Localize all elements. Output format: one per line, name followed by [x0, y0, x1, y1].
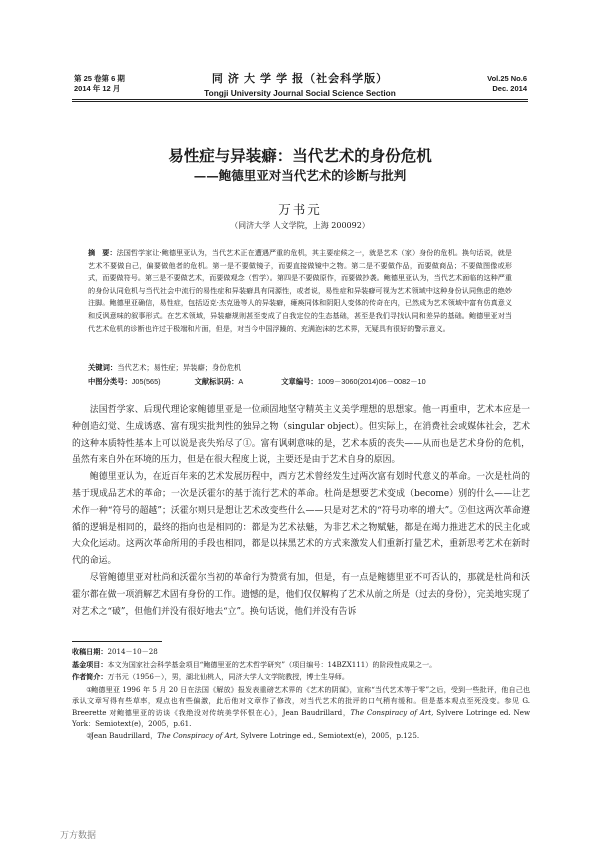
- body-paragraph-2: 鲍德里亚认为，在近百年来的艺术发展历程中，西方艺术曾经发生过两次富有划时代意义的革命。一次是杜尚的基于现成品艺术的革命；一次是沃霍尔的基于流行艺术的革命。杜尚是想要艺术变成（become）别的什么——让艺术作一种“符号的超越”；沃霍尔则只是想让艺术改变些什么——只是对艺术的“符号功率的增大”。②但这两次革命遵循的逻辑是相同的，最终的指向也是相同的：都是为艺术祛魅，为非艺术之物赋魅，都是在竭力推进艺术的民主化或大众化运动。这两次革命所用的手段也相同，都是以抹黑艺术的方式来激发人们重新打量艺术，重新思考艺术在新时代的命运。: [72, 472, 530, 567]
- keywords-text: 当代艺术；易性症；异装癖；身份危机: [117, 363, 242, 372]
- watermark: 万方数据: [60, 831, 97, 841]
- doc-code-label: 文献标识码：: [194, 377, 239, 386]
- journal-issue-cn: [74, 74, 125, 94]
- article-id-label: 文章编号：: [281, 377, 318, 386]
- received-date: 收稿日期：2014－10－28: [72, 647, 158, 656]
- classification-line: [88, 377, 548, 387]
- header-rule-top: [72, 99, 528, 100]
- body-text: [72, 402, 530, 620]
- footnotes: [72, 646, 530, 741]
- footnote-1: ①鲍德里亚 1996 年 5 月 20 日在法国《解放》报发表重磅艺术界的《艺术的阴谋》，宣称“当代艺术等于零”之后，受到一些批评，他自己也承认文章写得有些草率，观点也有些偏激，此后他对文章作了修改，对当代艺术的批评的口气稍有缓和。但是基本观点至死没变。参见 G. Breerette 对鲍德里亚的访谈《我绝没对传统美学怀恨在心》，Jean Baudrillard，The Conspiracy of Art, Sylvere Lotringe ed. New York：Semiotext(e)，2005，p.61.: [72, 684, 531, 728]
- footnote-rule: [72, 641, 162, 642]
- doc-code-value: A: [238, 377, 244, 386]
- clc-value: J05(565): [131, 377, 161, 386]
- date-cn: 2014 年 12 月: [74, 84, 121, 93]
- abstract: [88, 247, 512, 335]
- keywords: [88, 363, 512, 373]
- fund-info: 基金项目：本文为国家社会科学基金项目“鲍德里亚的艺术哲学研究”（项目编号：14BZX111）的阶段性成果之一。: [72, 659, 437, 669]
- abstract-label: 摘 要：: [88, 249, 117, 257]
- journal-name-en: Tongji University Journal Social Science Section: [204, 88, 396, 98]
- date-en: Dec. 2014: [492, 84, 527, 93]
- volume-cn: 第 25 卷第 6 期: [74, 74, 125, 83]
- abstract-text: 法国哲学家让·鲍德里亚认为，当代艺术正在遭遇严重的危机，其主要症候之一，就是艺术（家）身份的危机。换句话说，就是艺术不要做自己，偏要做他者的危机。第一是不要做镜子，而要直接做镜中之物。第二是不要做作品，而要做商品；不要做图像或形式，而要做符号。第三是不要做艺术，而要做观念（哲学）。第四是不要做原作，而要做抄袭。鲍德里亚认为，当代艺术面临的这种严重的身份认同危机与当代社会中流行的易性症和异装癖具有同源性，或者说，易性症和异装癖可视为艺术领域中这种身份认同焦虑的绝妙注脚。鲍德里亚确信，易性症，包括迈克·杰克逊等人的异装癖，瘫痪同体和阴阳人变体的传奇在内，已然成为艺术领域中富有仿真意义和反讽意味的叙事形式。在艺术领域，异装癖规则甚至变成了自我定位的生态基础，甚至是我们寻找认同和差异的基础。鲍德里亚对当代艺术危机的诊断也许过于极端和片面，但是，对当今中国浮躁的、充满泡沫的艺术界，无疑具有很好的警示意义。: [88, 248, 512, 333]
- header-rule-bottom: [72, 101, 528, 102]
- body-paragraph-3: 尽管鲍德里亚对杜尚和沃霍尔当初的革命行为赞赏有加，但是，有一点是鲍德里亚不可否认的，那就是杜尚和沃霍尔都在做一项消解艺术固有身份的工作。遗憾的是，他们仅仅解构了艺术从前之所是（过去的身份），完美地实现了对艺术之“破”，但他们并没有很好地去“立”。换句话说，他们并没有告诉: [72, 572, 530, 617]
- article-subtitle: ——鲍德里亚对当代艺术的诊断与批判: [193, 168, 407, 183]
- article-title: 易性症与异装癖：当代艺术的身份危机: [168, 146, 432, 165]
- article-id-value: 1009－3060(2014)06－0082－10: [317, 377, 426, 386]
- keywords-label: 关键词：: [88, 363, 118, 372]
- volume-en: Vol.25 No.6: [487, 74, 527, 83]
- journal-name-cn: 同 济 大 学 学 报（社会科学版）: [211, 73, 389, 85]
- clc-label: 中图分类号：: [88, 377, 132, 386]
- author-bio: 作者简介：万书元（1956－），男，湖北仙桃人，同济大学人文学院教授，博士生导师。: [72, 672, 349, 681]
- author-affiliation: （同济大学 人文学院，上海 200092）: [230, 221, 370, 230]
- body-paragraph-1: 法国哲学家、后现代理论家鲍德里亚是一位顽固地坚守精英主义美学理想的思想家。他一再重申，艺术本应是一种创造幻觉、生成诱惑、富有现实批判性的独异之物（singular object）。但实际上，在消费社会或媒体社会，艺术的这种本质特性基本上可以说是丧失殆尽了①。富有讽刺意味的是，艺术本质的丧失——从而也是艺术身份的危机，虽然有来自外在环境的压力，但是在很大程度上说，主要还是由于艺术自身的原因。: [72, 405, 530, 466]
- journal-name: [160, 70, 440, 98]
- footnote-2: ②Jean Baudrillard，The Conspiracy of Art, Sylvere Lotringe ed., Semiotext(e)，2005，p.125.: [86, 730, 420, 740]
- journal-issue-en: [487, 74, 527, 94]
- author-name: 万书元: [278, 202, 322, 217]
